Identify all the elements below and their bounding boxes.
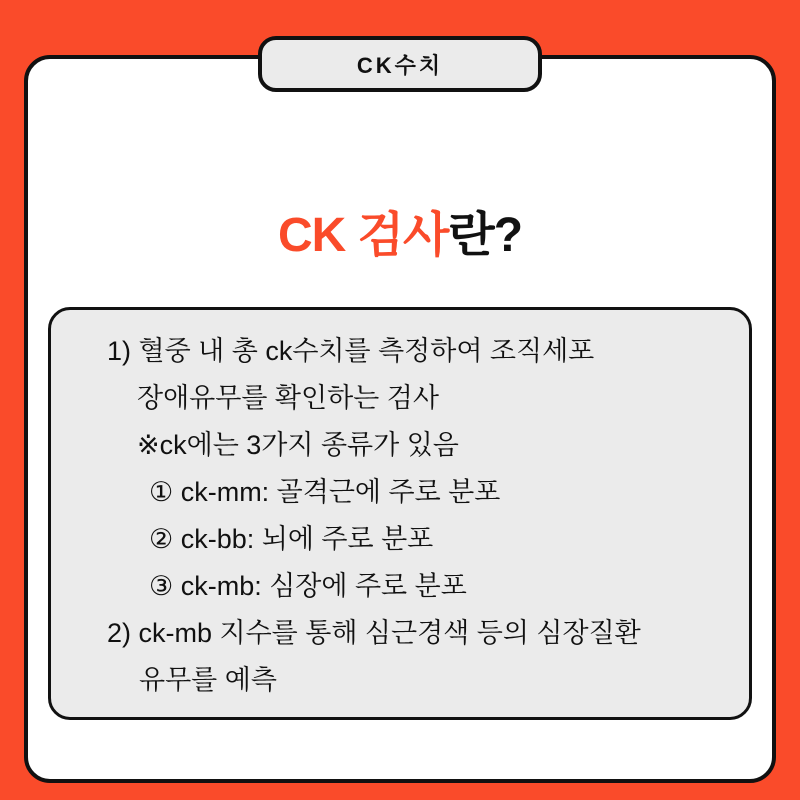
content-line: 2) ck-mb 지수를 통해 심근경색 등의 심장질환: [107, 618, 641, 648]
content-lines: [77, 328, 723, 704]
content-line: 장애유무를 확인하는 검사: [137, 383, 439, 413]
content-line: ※ck에는 3가지 종류가 있음: [137, 430, 459, 460]
content-line: 유무를 예측: [139, 665, 277, 695]
page-title-accent: CK 검사: [277, 209, 449, 262]
content-line: 1) 혈중 내 총 ck수치를 측정하여 조직세포: [107, 336, 595, 366]
header-tab-label: CK수치: [356, 52, 444, 78]
content-line: ① ck-mm: 골격근에 주로 분포: [149, 477, 501, 507]
content-line: ③ ck-mb: 심장에 주로 분포: [149, 571, 467, 601]
page-title: [0, 196, 800, 265]
page-title-suffix: 란?: [448, 209, 523, 262]
content-line: ② ck-bb: 뇌에 주로 분포: [149, 524, 434, 554]
content-panel: [48, 307, 752, 720]
header-tab: [258, 36, 542, 92]
